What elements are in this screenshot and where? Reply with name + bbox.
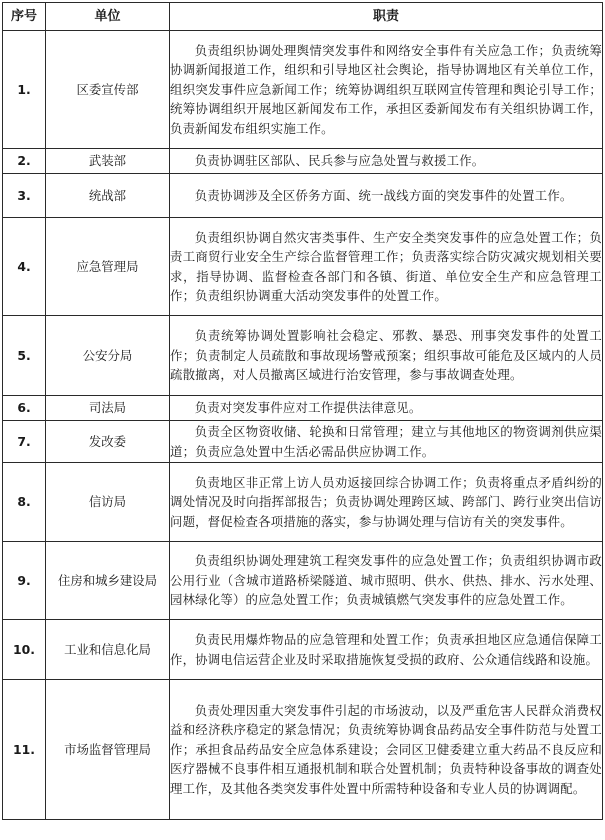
row-number: 5. (3, 316, 46, 396)
header-no: 序号 (3, 3, 46, 31)
row-unit: 司法局 (46, 396, 170, 421)
row-unit: 区委宣传部 (46, 31, 170, 149)
row-duty-text: 负责民用爆炸物品的应急管理和处置工作；负责承担地区应急通信保障工作，协调电信运营企业及时采取措施恢复受损的政府、公众通信线路和设施。 (170, 632, 602, 667)
table-row (3, 396, 603, 421)
row-duty-text: 负责对突发事件应对工作提供法律意见。 (194, 400, 422, 416)
table-row (3, 620, 603, 680)
table-row (3, 463, 603, 542)
row-duty (170, 680, 603, 820)
row-unit: 统战部 (46, 174, 170, 218)
table-row (3, 218, 603, 316)
row-duty-text: 负责组织协调自然灾害类事件、生产安全类突发事件的应急处置工作；负责工商贸行业安全生产综合监督管理工作；负责落实综合防灾减灾规划相关要求，指导协调、监督检查各部门和各镇、街道、单位安全生产和应急管理工作；负责组织协调重大活动突发事件的处置工作。 (170, 229, 602, 303)
row-duty (170, 218, 603, 316)
row-duty-text: 负责全区物资收储、轮换和日常管理；建立与其他地区的物资调剂供应渠道；负责应急处置中生活必需品供应协调工作。 (170, 424, 602, 459)
table-row (3, 316, 603, 396)
table-row (3, 542, 603, 620)
row-unit: 市场监督管理局 (46, 680, 170, 820)
row-unit: 工业和信息化局 (46, 620, 170, 680)
row-duty (170, 542, 603, 620)
header-unit: 单位 (46, 3, 170, 31)
row-duty-text: 负责处理因重大突发事件引起的市场波动，以及严重危害人民群众消费权益和经济秩序稳定的紧急情况；负责统筹协调食品药品安全事件防范与处置工作；承担食品药品安全应急体系建设；会同区卫健委建立重大药品不良反应和医疗器械不良事件相互通报机制和联合处置机制；负责特种设备事故的调查处理工作，及其他各类突发事件处置中所需特种设备和专业人员的协调调配。 (170, 702, 602, 796)
row-duty (170, 463, 603, 542)
row-number: 9. (3, 542, 46, 620)
row-number: 10. (3, 620, 46, 680)
row-number: 7. (3, 421, 46, 463)
row-duty-text: 负责地区非正常上访人员劝返接回综合协调工作；负责将重点矛盾纠纷的调处情况及时向指挥部报告；负责协调处理跨区域、跨部门、跨行业突出信访问题，督促检查各项措施的落实，参与协调处理与信访有关的突发事件。 (170, 474, 602, 529)
row-unit: 应急管理局 (46, 218, 170, 316)
row-duty (170, 620, 603, 680)
table-row (3, 421, 603, 463)
row-duty (170, 174, 603, 218)
header-row (3, 3, 603, 31)
row-duty (170, 149, 603, 174)
row-duty (170, 396, 603, 421)
row-number: 2. (3, 149, 46, 174)
row-number: 4. (3, 218, 46, 316)
row-unit: 信访局 (46, 463, 170, 542)
row-duty (170, 421, 603, 463)
header-duty: 职责 (170, 3, 603, 31)
table-row (3, 149, 603, 174)
row-duty-text: 负责协调涉及全区侨务方面、统一战线方面的突发事件的处置工作。 (194, 187, 573, 203)
row-duty-text: 负责组织协调处理建筑工程突发事件的应急处置工作；负责组织协调市政公用行业（含城市道路桥梁隧道、城市照明、供水、供热、排水、污水处理、园林绿化等）的应急处置工作；负责城镇燃气突发事件的应急处置工作。 (170, 553, 602, 608)
row-duty (170, 31, 603, 149)
row-duty-text: 负责组织协调处理舆情突发事件和网络安全事件有关应急工作；负责统筹协调新闻报道工作，组织和引导地区社会舆论，指导协调地区有关单位工作，组织突发事件应急新闻工作；统筹协调组织互联网宣传管理和舆论引导工作；统筹协调组织开展地区新闻发布工作，承担区委新闻发布有关组织协调工作，负责新闻发布组织实施工作。 (170, 42, 602, 136)
row-number: 11. (3, 680, 46, 820)
row-duty-text: 负责统筹协调处置影响社会稳定、邪教、暴恐、刑事突发事件的处置工作；负责制定人员疏散和事故现场警戒预案；组织事故可能危及区域内的人员疏散撤离，对人员撤离区域进行治安管理，参与事故调查处理。 (170, 328, 602, 383)
row-number: 3. (3, 174, 46, 218)
duties-table (2, 2, 603, 820)
row-number: 1. (3, 31, 46, 149)
table-row (3, 31, 603, 149)
table-row (3, 680, 603, 820)
row-duty-text: 负责协调驻区部队、民兵参与应急处置与救援工作。 (194, 153, 485, 169)
row-unit: 武装部 (46, 149, 170, 174)
table-row (3, 174, 603, 218)
row-number: 6. (3, 396, 46, 421)
row-unit: 发改委 (46, 421, 170, 463)
row-number: 8. (3, 463, 46, 542)
row-unit: 公安分局 (46, 316, 170, 396)
row-duty (170, 316, 603, 396)
row-unit: 住房和城乡建设局 (46, 542, 170, 620)
